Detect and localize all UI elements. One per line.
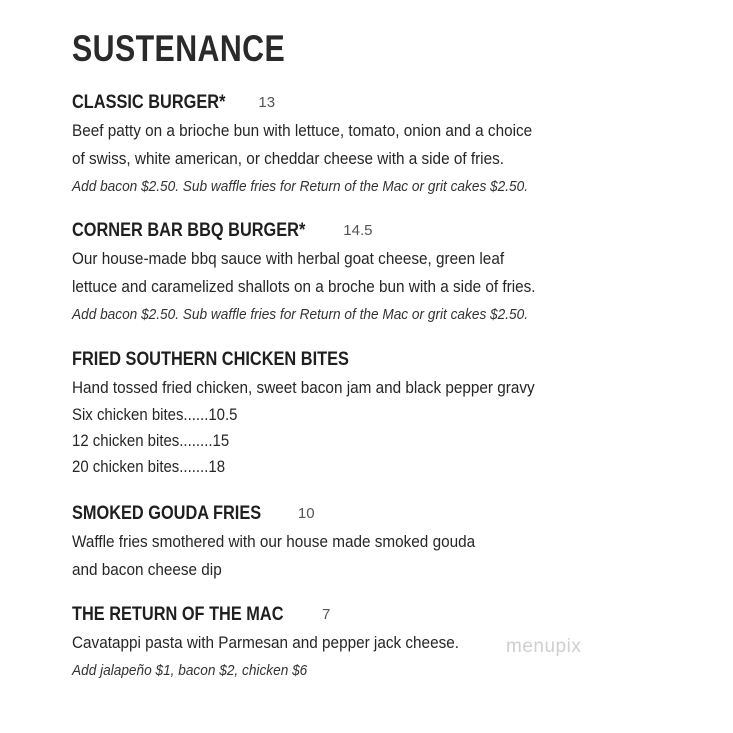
item-name: FRIED SOUTHERN CHICKEN BITES (72, 349, 349, 370)
item-description-line: Waffle fries smothered with our house made smoked gouda (72, 532, 476, 551)
item-note: Add jalapeño $1, bacon $2, chicken $6 (72, 662, 308, 679)
item-price: 7 (321, 606, 331, 623)
item-header (72, 90, 712, 117)
item-name: THE RETURN OF THE MAC (72, 604, 284, 625)
item-name: CORNER BAR BBQ BURGER* (72, 220, 306, 241)
item-description-line: Our house-made bbq sauce with herbal goat cheese, green leaf (72, 249, 505, 268)
item-name: CLASSIC BURGER* (72, 92, 226, 113)
item-note: Add bacon $2.50. Sub waffle fries for Return of the Mac or grit cakes $2.50. (72, 178, 529, 195)
item-description-line: Hand tossed fried chicken, sweet bacon jam and black pepper gravy (72, 378, 535, 397)
item-header (72, 218, 712, 245)
item-price: 13 (258, 94, 276, 111)
menu-item-classic-burger (72, 90, 712, 200)
portion-option: 20 chicken bites.......18 (72, 457, 226, 476)
menu-item-return-of-the-mac (72, 602, 712, 684)
item-description-line: Cavatappi pasta with Parmesan and pepper jack cheese. (72, 633, 459, 652)
item-description-line: of swiss, white american, or cheddar cheese with a side of fries. (72, 149, 504, 168)
item-header (72, 602, 712, 629)
item-description-line: lettuce and caramelized shallots on a broche bun with a side of fries. (72, 277, 536, 296)
item-price: 10 (297, 505, 315, 522)
portion-option: 12 chicken bites........15 (72, 431, 230, 450)
portion-option: Six chicken bites......10.5 (72, 405, 238, 424)
menu-item-fried-southern-chicken-bites (72, 347, 712, 480)
watermark-text: menupix (506, 636, 582, 657)
item-description-line: and bacon cheese dip (72, 560, 222, 579)
item-header (72, 347, 712, 374)
item-note: Add bacon $2.50. Sub waffle fries for Return of the Mac or grit cakes $2.50. (72, 306, 529, 323)
section-title: SUSTENANCE (72, 28, 286, 69)
item-description-line: Beef patty on a brioche bun with lettuce, tomato, onion and a choice (72, 121, 533, 140)
item-name: SMOKED GOUDA FRIES (72, 503, 262, 524)
menu-item-smoked-gouda-fries (72, 501, 712, 584)
item-price: 14.5 (343, 222, 373, 239)
item-header (72, 501, 712, 528)
menu-item-corner-bar-bbq-burger (72, 218, 712, 328)
